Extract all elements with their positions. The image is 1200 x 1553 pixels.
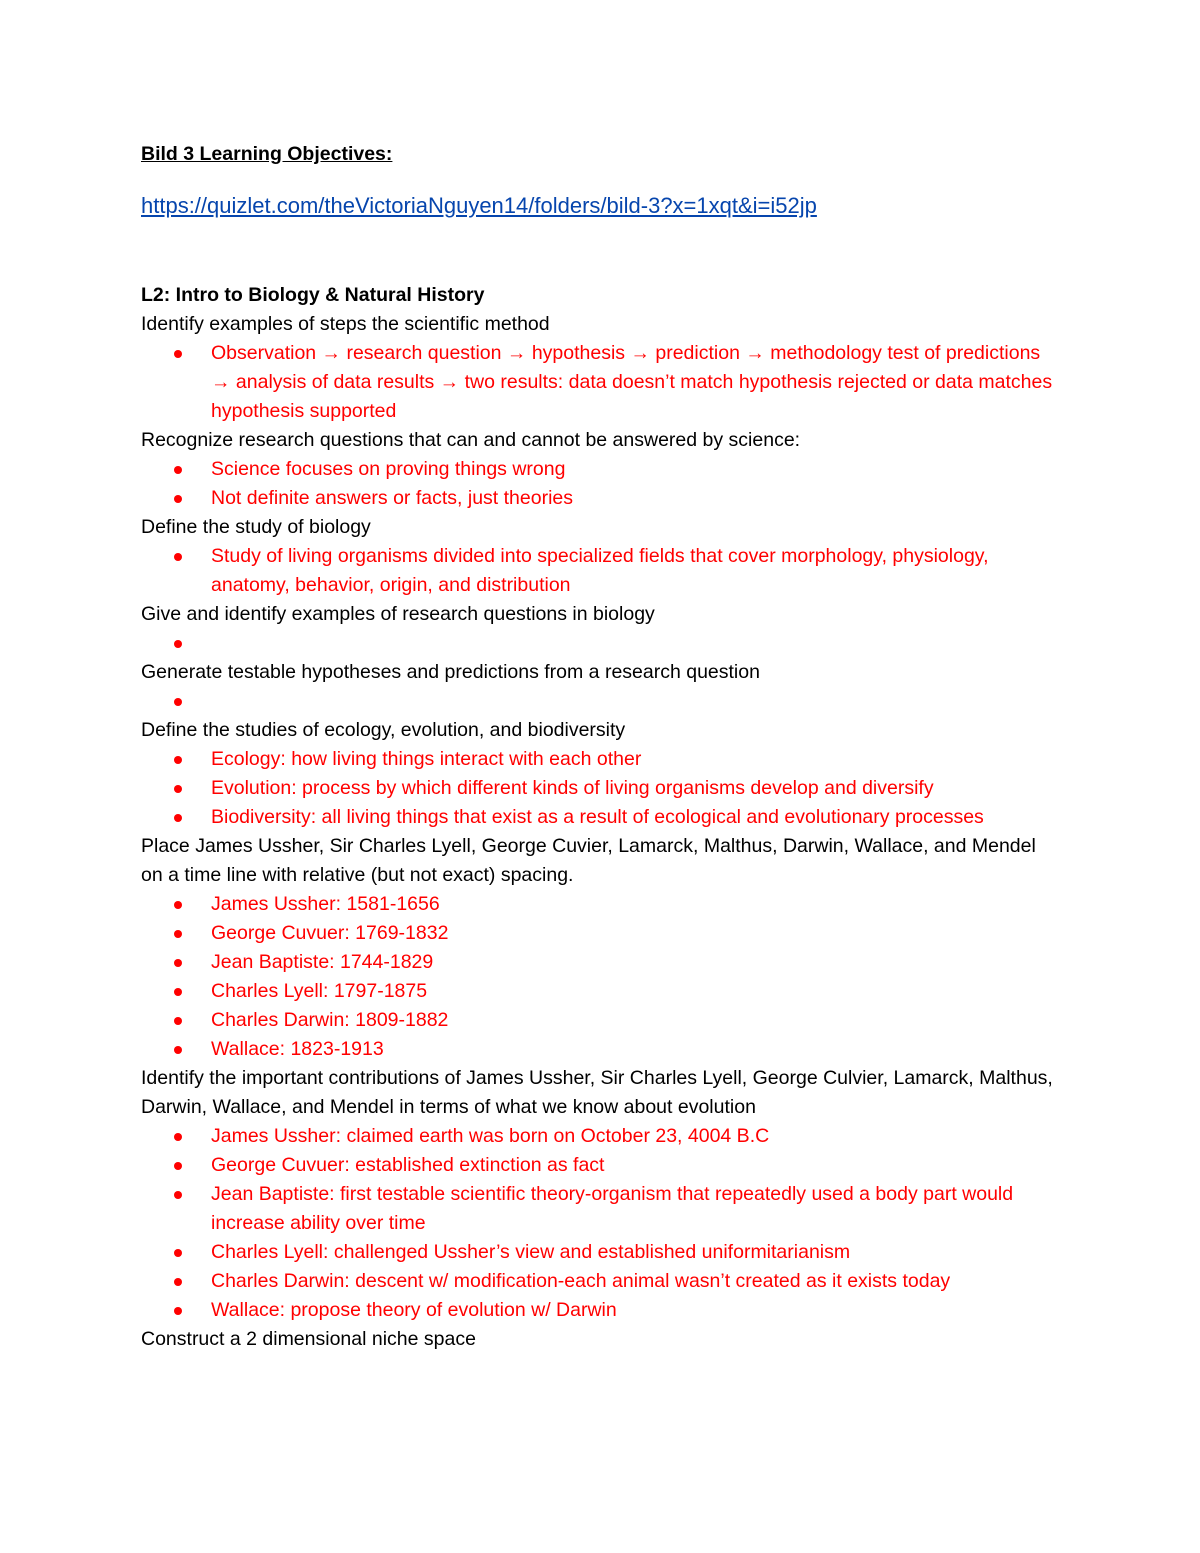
- answer-list: [141, 455, 1061, 513]
- bullet-icon: [174, 1133, 182, 1141]
- bullet-icon: [174, 553, 182, 561]
- answer-item: [141, 1006, 1061, 1035]
- bullet-icon: [174, 1046, 182, 1054]
- answer-item: [141, 774, 1061, 803]
- bullet-icon: [174, 466, 182, 474]
- bullet-icon: [174, 1162, 182, 1170]
- answer-text: Observation → research question → hypothesis → prediction → methodology test of predictions → analysis of data results → two results: data doesn’t match hypothesis rejected or data matches hypothesis supported: [211, 342, 1053, 422]
- answer-text: Science focuses on proving things wrong: [211, 458, 566, 480]
- answer-list: [141, 1122, 1061, 1325]
- bullet-icon: [174, 495, 182, 503]
- answer-text: Study of living organisms divided into specialized fields that cover morphology, physiology, anatomy, behavior, origin, and distribution: [211, 545, 989, 596]
- answer-item: [141, 339, 1061, 426]
- bullet-icon: [174, 1017, 182, 1025]
- bullet-icon: [174, 350, 182, 358]
- objective-text: Define the studies of ecology, evolution, and biodiversity: [141, 719, 626, 741]
- bullet-icon: [174, 901, 182, 909]
- answer-item: [141, 1035, 1061, 1064]
- document-page: [141, 140, 1061, 1354]
- section-heading: L2: Intro to Biology & Natural History: [141, 284, 485, 306]
- answer-text: George Cuvuer: 1769-1832: [211, 922, 449, 944]
- answer-item: [141, 948, 1061, 977]
- bullet-icon: [174, 1278, 182, 1286]
- answer-text: Charles Lyell: challenged Ussher’s view and established uniformitarianism: [211, 1241, 851, 1263]
- answer-item: [141, 745, 1061, 774]
- answer-list: [141, 890, 1061, 1064]
- document-title: Bild 3 Learning Objectives:: [141, 143, 393, 165]
- answer-list: [141, 629, 1061, 658]
- bullet-icon: [174, 930, 182, 938]
- answer-text: Wallace: 1823-1913: [211, 1038, 384, 1060]
- quizlet-folder-link[interactable]: https://quizlet.com/theVictoriaNguyen14/folders/bild-3?x=1xqt&i=i52jp: [141, 193, 817, 218]
- objectives-list: [141, 310, 1061, 1354]
- answer-text: Not definite answers or facts, just theories: [211, 487, 573, 509]
- bullet-icon: [174, 1307, 182, 1315]
- answer-text: Charles Darwin: descent w/ modification-each animal wasn’t created as it exists today: [211, 1270, 951, 1292]
- answer-text: Ecology: how living things interact with each other: [211, 748, 642, 770]
- answer-text: Jean Baptiste: 1744-1829: [211, 951, 434, 973]
- answer-list: [141, 339, 1061, 426]
- answer-text: Charles Lyell: 1797-1875: [211, 980, 428, 1002]
- bullet-icon: [174, 1249, 182, 1257]
- answer-text: Charles Darwin: 1809-1882: [211, 1009, 449, 1031]
- answer-item: [141, 629, 1061, 658]
- answer-item: [141, 687, 1061, 716]
- answer-text: Evolution: process by which different kinds of living organisms develop and diversify: [211, 777, 934, 799]
- answer-list: [141, 745, 1061, 832]
- objective-text: Recognize research questions that can and cannot be answered by science:: [141, 429, 801, 451]
- answer-item: [141, 919, 1061, 948]
- answer-item: [141, 890, 1061, 919]
- objective-text: Identify the important contributions of James Ussher, Sir Charles Lyell, George Culvier, Lamarck, Malthus, Darwin, Wallace, and Mendel in terms of what we know about evolution: [141, 1067, 1053, 1118]
- bullet-icon: [174, 814, 182, 822]
- answer-item: [141, 1296, 1061, 1325]
- bullet-icon: [174, 640, 182, 648]
- answer-text: Biodiversity: all living things that exist as a result of ecological and evolutionary processes: [211, 806, 984, 828]
- answer-item: [141, 1122, 1061, 1151]
- answer-item: [141, 1180, 1061, 1238]
- objective-text: Give and identify examples of research questions in biology: [141, 603, 655, 625]
- answer-item: [141, 455, 1061, 484]
- bullet-icon: [174, 698, 182, 706]
- bullet-icon: [174, 1191, 182, 1199]
- answer-text: Jean Baptiste: first testable scientific theory-organism that repeatedly used a body part would increase ability over time: [211, 1183, 1014, 1234]
- bullet-icon: [174, 959, 182, 967]
- objective-text: Generate testable hypotheses and predictions from a research question: [141, 661, 760, 683]
- answer-item: [141, 977, 1061, 1006]
- answer-item: [141, 1151, 1061, 1180]
- answer-list: [141, 687, 1061, 716]
- objective-text: Define the study of biology: [141, 516, 371, 538]
- bullet-icon: [174, 756, 182, 764]
- objective-text: Place James Ussher, Sir Charles Lyell, George Cuvier, Lamarck, Malthus, Darwin, Wallace, and Mendel on a time line with relative (but not exact) spacing.: [141, 835, 1036, 886]
- answer-item: [141, 1267, 1061, 1296]
- answer-list: [141, 542, 1061, 600]
- bullet-icon: [174, 988, 182, 996]
- answer-text: George Cuvuer: established extinction as fact: [211, 1154, 605, 1176]
- answer-item: [141, 484, 1061, 513]
- answer-text: Wallace: propose theory of evolution w/ Darwin: [211, 1299, 617, 1321]
- objective-text: Identify examples of steps the scientific method: [141, 313, 550, 335]
- bullet-icon: [174, 785, 182, 793]
- answer-item: [141, 542, 1061, 600]
- answer-item: [141, 1238, 1061, 1267]
- answer-text: James Ussher: claimed earth was born on October 23, 4004 B.C: [211, 1125, 770, 1147]
- answer-item: [141, 803, 1061, 832]
- answer-text: James Ussher: 1581-1656: [211, 893, 440, 915]
- objective-text: Construct a 2 dimensional niche space: [141, 1328, 476, 1350]
